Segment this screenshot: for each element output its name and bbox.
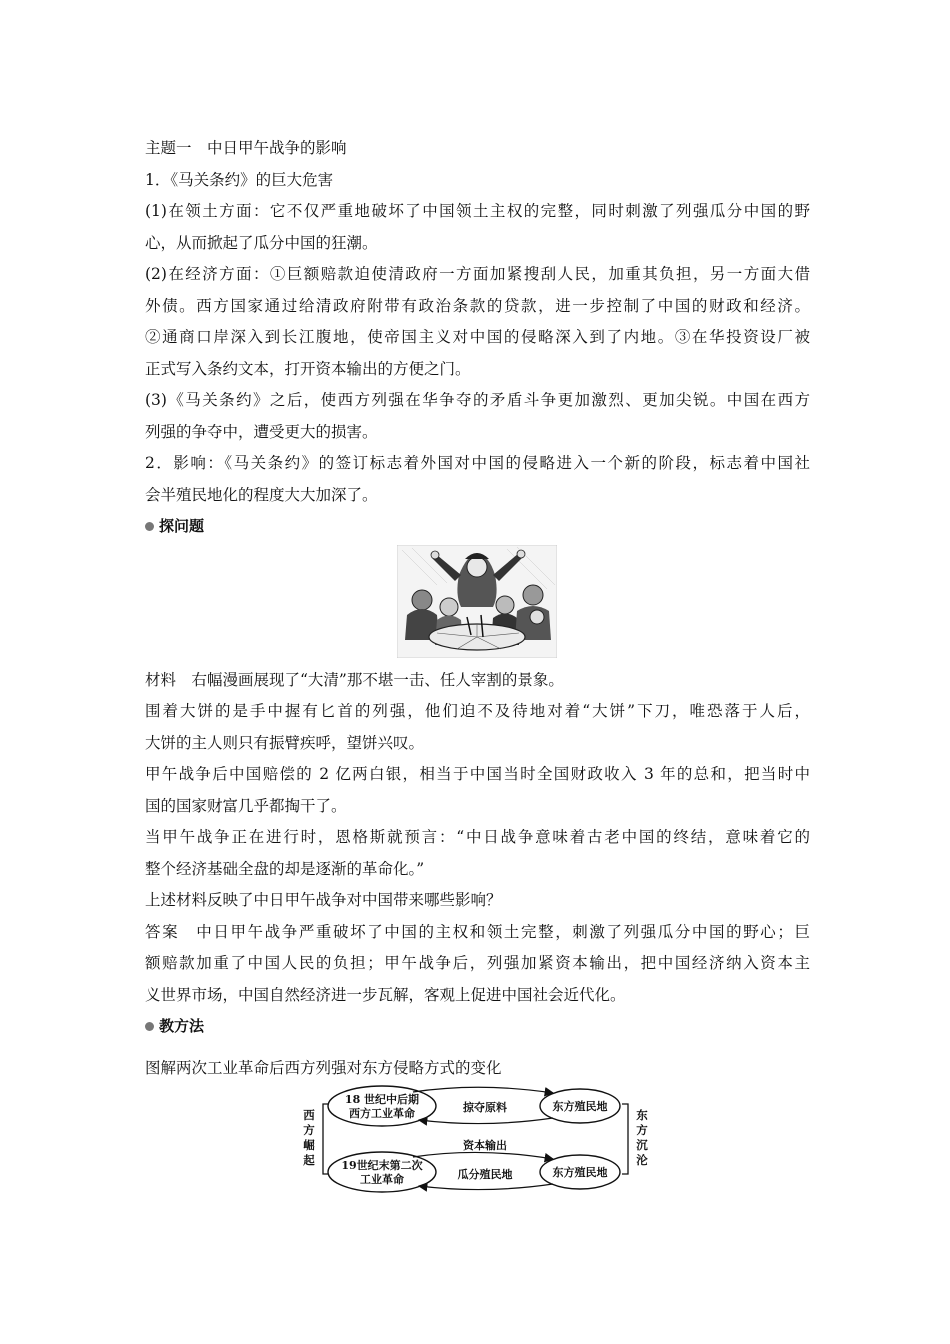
right-vertical-label xyxy=(636,1108,648,1167)
bottom-right-text: 东方殖民地 xyxy=(552,1166,608,1179)
left-label-char: 方 xyxy=(303,1123,315,1137)
top-out-label xyxy=(463,1084,507,1085)
diagram-svg xyxy=(295,1084,655,1194)
top-out-arrow xyxy=(413,1087,553,1093)
material-line: 整个经济基础全盘的却是逐渐的革命化。” xyxy=(145,859,425,878)
paragraph-line: 外债。西方国家通过给清政府附带有政治条款的贷款，进一步控制了中国的财政和经济。 xyxy=(145,296,810,315)
cartoon-container xyxy=(145,545,810,661)
right-label-char: 沉 xyxy=(636,1138,648,1152)
left-label-char: 崛 xyxy=(303,1138,315,1152)
left-label-char: 起 xyxy=(303,1153,315,1167)
left-label-char: 西 xyxy=(303,1108,315,1122)
paragraph-line: 正式写入条约文本，打开资本输出的方便之门。 xyxy=(145,359,471,378)
political-cartoon-image xyxy=(397,545,557,658)
right-label-char: 东 xyxy=(636,1108,648,1122)
bottom-out-label: 资本输出 xyxy=(463,1139,507,1152)
bullet-icon xyxy=(145,1022,154,1031)
material-line: 围着大饼的是手中握有匕首的列强，他们迫不及待地对着“大饼”下刀，唯恐落于人后， xyxy=(145,702,810,720)
diagram-title: 图解两次工业革命后西方列强对东方侵略方式的变化 xyxy=(145,1058,502,1077)
paragraph-line: 2．影响：《马关条约》的签订标志着外国对中国的侵略进入一个新的阶段，标志着中国社 xyxy=(145,454,810,472)
material-line: 材料 右幅漫画展现了“大清”那不堪一击、任人宰割的景象。 xyxy=(145,670,564,689)
bottom-left-line2: 工业革命 xyxy=(360,1173,404,1186)
bottom-back-arrow xyxy=(419,1184,553,1190)
answer-line: 额赔款加重了中国人民的负担；甲午战争后，列强加紧资本输出，把中国经济纳入资本主 xyxy=(145,954,810,972)
right-bracket xyxy=(622,1104,628,1174)
bottom-left-line1: 19世纪末第二次 xyxy=(341,1159,423,1172)
left-vertical-label xyxy=(303,1108,315,1167)
material-line: 国的国家财富几乎都掏干了。 xyxy=(145,796,347,815)
point1-title: 1．《马关条约》的巨大危害 xyxy=(145,170,334,189)
top-left-line2: 西方工业革命 xyxy=(349,1107,415,1120)
top-back-label: 掠夺原料 xyxy=(463,1101,507,1114)
bottom-out-arrow xyxy=(413,1152,553,1159)
top-left-line1: 18 世纪中后期 xyxy=(344,1093,420,1106)
answer-line: 义世界市场，中国自然经济进一步瓦解，客观上促进中国社会近代化。 xyxy=(145,985,626,1004)
question-line: 上述材料反映了中日甲午战争对中国带来哪些影响？ xyxy=(145,891,502,909)
paragraph-line: (3)《马关条约》之后，使西方列强在华争夺的矛盾斗争更加激烈、更加尖锐。中国在西方 xyxy=(145,391,810,409)
document-page xyxy=(145,133,810,1194)
topic-heading: 主题一 中日甲午战争的影响 xyxy=(145,139,347,157)
material-line: 大饼的主人则只有振臂疾呼，望饼兴叹。 xyxy=(145,733,425,752)
top-right-text: 东方殖民地 xyxy=(552,1100,608,1113)
paragraph-line: 列强的争夺中，遭受更大的损害。 xyxy=(145,422,378,441)
bullet-icon xyxy=(145,522,154,531)
section-heading-explore: 探问题 xyxy=(145,511,810,543)
left-bracket xyxy=(323,1104,328,1174)
paragraph-line: 心，从而掀起了瓜分中国的狂潮。 xyxy=(145,233,378,252)
answer-line: 答案 中日甲午战争严重破坏了中国的主权和领土完整，刺激了列强瓜分中国的野心；巨 xyxy=(145,922,810,941)
paragraph-line: (2)在经济方面：①巨额赔款迫使清政府一方面加紧搜刮人民，加重其负担，另一方面大借 xyxy=(145,265,810,283)
right-label-char: 方 xyxy=(636,1123,648,1137)
paragraph-line: 会半殖民地化的程度大大加深了。 xyxy=(145,485,378,504)
bottom-back-label: 瓜分殖民地 xyxy=(457,1168,513,1181)
material-line: 甲午战争后中国赔偿的 2 亿两白银，相当于中国当时全国财政收入 3 年的总和，把当时中 xyxy=(145,765,810,783)
paragraph-line: (1)在领土方面：它不仅严重地破坏了中国领土主权的完整，同时刺激了列强瓜分中国的野 xyxy=(145,202,810,220)
material-line: 当甲午战争正在进行时，恩格斯就预言：“中日战争意味着古老中国的终结，意味着它的 xyxy=(145,828,810,846)
section-heading-method: 教方法 xyxy=(145,1011,810,1043)
right-label-char: 沦 xyxy=(636,1153,648,1167)
paragraph-line: ②通商口岸深入到长江腹地，使帝国主义对中国的侵略深入到了内地。③在华投资设厂被 xyxy=(145,328,810,346)
flow-diagram xyxy=(295,1084,655,1194)
top-back-arrow xyxy=(419,1118,553,1124)
